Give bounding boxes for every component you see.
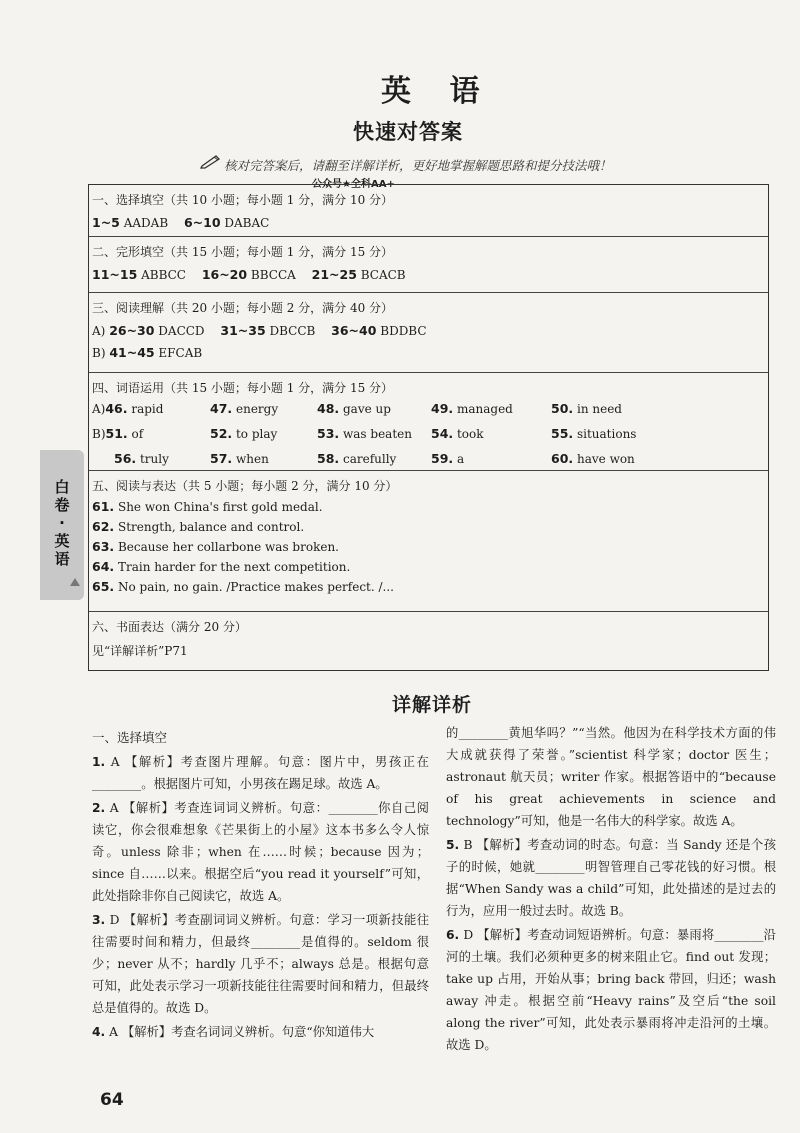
item-number: 51.: [105, 426, 128, 441]
item-number: 3.: [92, 913, 106, 927]
vocab-item: [92, 401, 163, 416]
answer-string: AADAB: [123, 216, 169, 230]
watermark: 公众号★全科AA+: [312, 179, 395, 190]
item-answer: managed: [456, 402, 513, 416]
section-heading: 一、选择填空: [92, 730, 168, 745]
answer-string: DACCD: [158, 324, 205, 338]
item-answer: rapid: [131, 402, 164, 416]
vocab-item: [431, 451, 464, 466]
item-answer: Because her collarbone was broken.: [117, 540, 339, 554]
item-number: 65.: [92, 579, 115, 594]
item-answer: a: [456, 452, 465, 466]
item-answer: gave up: [342, 402, 391, 416]
item-answer: She won China's first gold medal.: [117, 500, 323, 514]
section-cloze: [89, 237, 768, 293]
vocab-item: [317, 426, 412, 441]
part-prefix: B): [92, 346, 106, 360]
answer-line: [92, 345, 762, 360]
explanation: [92, 909, 429, 1019]
item-number: 4.: [92, 1025, 106, 1039]
explanation: [92, 1021, 429, 1043]
vocab-item: [431, 426, 484, 441]
item-number: 55.: [551, 426, 574, 441]
item-answer: in need: [576, 402, 622, 416]
section-reading: [89, 293, 768, 373]
item-number: 60.: [551, 451, 574, 466]
item-answer: to play: [235, 427, 278, 441]
page-number: 64: [100, 1090, 124, 1110]
answer-string: BCACB: [360, 268, 406, 282]
tab-char: 英: [54, 532, 70, 550]
row-prefix: B): [92, 427, 106, 441]
range-label: 31~35: [220, 323, 266, 338]
range-label: 21~25: [311, 267, 357, 282]
explanation-text: D 【解析】考查副词词义辨析。句意：学习一项新技能往往需要时间和精力，但最终________是值得的。seldom 很少；never 从不；hardly 几乎不；always 总是。根据句意可知，此处表示学习一项新技能往往需要时间和精力，但最终总是值得的。故选 D。: [92, 913, 429, 1015]
answer-line: [92, 323, 762, 338]
answer-line: [92, 519, 762, 534]
item-number: 63.: [92, 539, 115, 554]
vocab-item: [431, 401, 513, 416]
range-label: 41~45: [109, 345, 155, 360]
item-number: 64.: [92, 559, 115, 574]
answer-string: ABBCC: [141, 268, 186, 282]
side-tab-label: [52, 478, 72, 568]
triangle-icon: [70, 578, 80, 586]
tip-text: 核对完答案后，请翻至详解详析，更好地掌握解题思路和提分技法哦！: [224, 158, 612, 173]
vocab-item: [210, 426, 277, 441]
vocab-row: [92, 451, 762, 473]
section-heading: 三、阅读理解（共 20 小题；每小题 2 分，满分 40 分）: [92, 301, 394, 315]
answer-string: BDDBC: [380, 324, 427, 338]
vocab-item: [317, 401, 391, 416]
section-writing: [89, 612, 768, 670]
item-number: 6.: [446, 928, 460, 942]
vocab-item: [551, 426, 636, 441]
item-number: 49.: [431, 401, 454, 416]
part-prefix: A): [92, 324, 106, 338]
tab-char: 卷: [54, 496, 70, 514]
quick-answer-box: [88, 184, 769, 671]
tab-char: ·: [59, 514, 65, 532]
tab-char: 白: [54, 478, 70, 496]
item-number: 50.: [551, 401, 574, 416]
item-answer: truly: [139, 452, 169, 466]
explanation: [92, 797, 429, 907]
item-number: 53.: [317, 426, 340, 441]
detail-left-column: [92, 727, 429, 1045]
item-answer: took: [456, 427, 484, 441]
item-number: 61.: [92, 499, 115, 514]
subject-title: 英 语: [381, 74, 494, 109]
item-number: 48.: [317, 401, 340, 416]
item-answer: Train harder for the next competition.: [117, 560, 351, 574]
answer-line: [92, 499, 762, 514]
explanation-text: B 【解析】考查动词的时态。句意：当 Sandy 还是个孩子的时候，她就________明智管理自己零花钱的好习惯。根据“When Sandy was a child”可知，此处描述的是过去的行为，应用一般过去时。故选 B。: [446, 838, 776, 918]
item-number: 57.: [210, 451, 233, 466]
answer-line: [92, 267, 762, 282]
answer-line: [92, 215, 762, 230]
row-prefix: A): [92, 402, 106, 416]
side-tab: [40, 450, 84, 600]
item-answer: situations: [576, 427, 637, 441]
answer-string: EFCAB: [158, 346, 203, 360]
item-number: 62.: [92, 519, 115, 534]
item-number: 52.: [210, 426, 233, 441]
explanation-continued: 的________黄旭华吗？”“当然。他因为在科学技术方面的伟大成就获得了荣誉。”scientist 科学家；doctor 医生；astronaut 航天员；writer 作家。根据答语中的“because of his great achievements in science and technology”可知，他是一名伟大的科学家。故选 A。: [446, 726, 776, 828]
item-number: 56.: [114, 451, 137, 466]
section-word-usage: [89, 373, 768, 471]
section-choice: [89, 185, 768, 237]
item-answer: No pain, no gain. /Practice makes perfect. /...: [117, 580, 394, 594]
answer-line: [92, 559, 762, 574]
detail-title: 详解详析: [392, 694, 473, 716]
item-number: 2.: [92, 801, 106, 815]
explanation-text: D 【解析】考查动词短语辨析。句意：暴雨将________沿河的土壤。我们必须种更多的树来阻止它。find out 发现；take up 占用，开始从事；bring back 带回，归还；wash away 冲走。根据空前“Heavy rains”及空后“the soil along the river”可知，此处表示暴雨将冲走沿河的土壤。故选 D。: [446, 928, 776, 1052]
vocab-item: [551, 451, 635, 466]
section-heading: 四、词语运用（共 15 小题；每小题 1 分，满分 15 分）: [92, 381, 394, 395]
explanation: [446, 834, 776, 922]
section-heading: 二、完形填空（共 15 小题；每小题 1 分，满分 15 分）: [92, 245, 394, 259]
reference-line: 见“详解详析”P71: [92, 644, 188, 658]
range-label: 26~30: [109, 323, 155, 338]
section-read-express: [89, 471, 768, 612]
item-answer: of: [131, 427, 144, 441]
explanation: [446, 924, 776, 1056]
item-number: 46.: [105, 401, 128, 416]
explanation-text: A 【解析】考查名词词义辨析。句意“你知道伟大: [109, 1025, 375, 1039]
range-label: 6~10: [183, 215, 221, 230]
answer-string: BBCCA: [250, 268, 296, 282]
section-heading: 五、阅读与表达（共 5 小题；每小题 2 分，满分 10 分）: [92, 479, 398, 493]
item-number: 47.: [210, 401, 233, 416]
range-label: 11~15: [92, 267, 138, 282]
range-label: 16~20: [201, 267, 248, 282]
item-answer: was beaten: [342, 427, 412, 441]
explanation-text: A 【解析】考查图片理解。句意：图片中，男孩正在________。根据图片可知，小男孩在踢足球。故选 A。: [92, 755, 429, 791]
vocab-item: [92, 426, 143, 441]
quick-answer-title: 快速对答案: [353, 119, 463, 144]
answer-line: [92, 579, 762, 594]
vocab-item: [551, 401, 622, 416]
answer-string: DABAC: [224, 216, 270, 230]
vocab-row: [92, 401, 762, 423]
explanation-text: A 【解析】考查连词词义辨析。句意：________你自己阅读它，你会很难想象《芒果街上的小屋》这本书多么令人惊奇。unless 除非；when 在……时候；because 因为；since 自……以来。根据空后“you read it yourself”可知，此处指除非你自己阅读它，故选 A。: [92, 801, 429, 903]
vocab-item: [210, 401, 278, 416]
section-heading: 六、书面表达（满分 20 分）: [92, 620, 247, 634]
detail-right-column: [446, 722, 776, 1058]
item-number: 5.: [446, 838, 460, 852]
item-number: 1.: [92, 755, 106, 769]
section-heading: 一、选择填空（共 10 小题；每小题 1 分，满分 10 分）: [92, 193, 394, 207]
range-label: 1~5: [92, 215, 120, 230]
vocab-row: [92, 426, 762, 448]
item-answer: Strength, balance and control.: [117, 520, 305, 534]
vocab-item: [114, 451, 169, 466]
explanation: [92, 751, 429, 795]
vocab-item: [210, 451, 269, 466]
item-number: 59.: [431, 451, 454, 466]
range-label: 36~40: [331, 323, 377, 338]
item-number: 54.: [431, 426, 454, 441]
item-number: 58.: [317, 451, 340, 466]
item-answer: have won: [576, 452, 635, 466]
item-answer: energy: [235, 402, 279, 416]
pen-icon: [200, 153, 222, 169]
tab-char: 语: [54, 550, 70, 568]
answer-line: [92, 539, 762, 554]
vocab-item: [317, 451, 396, 466]
item-answer: carefully: [342, 452, 397, 466]
answer-string: DBCCB: [269, 324, 316, 338]
item-answer: when: [235, 452, 269, 466]
